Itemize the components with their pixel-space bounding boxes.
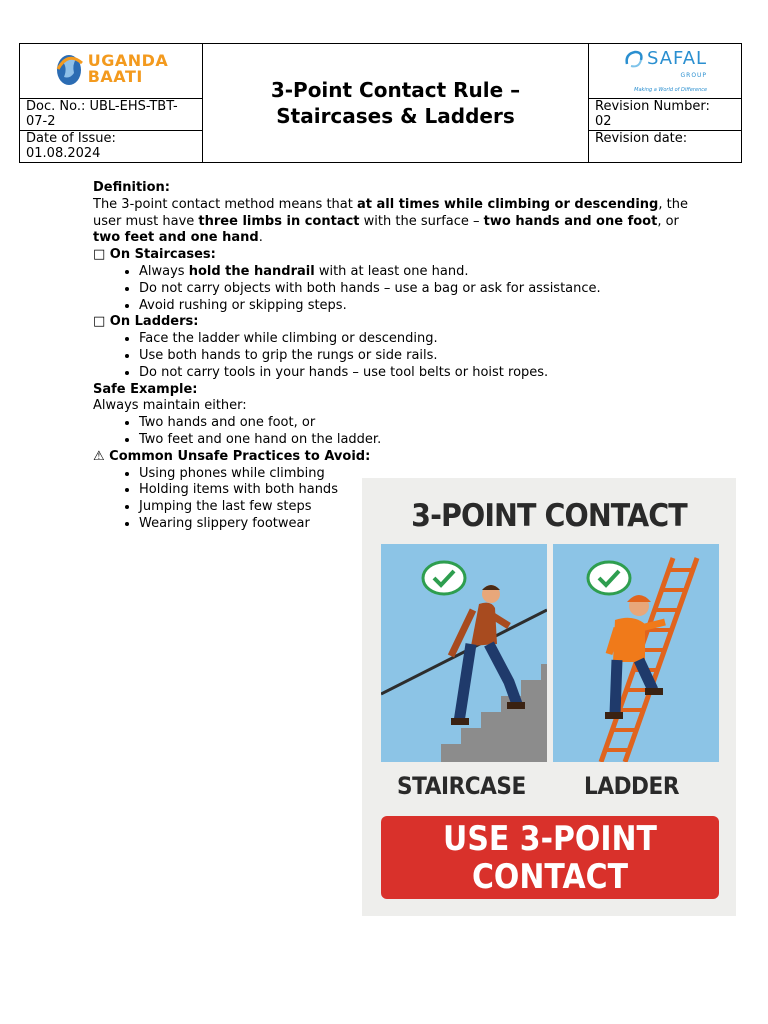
stair-item1-bold: hold the handrail — [188, 263, 315, 279]
def-text-2: , the user must have — [93, 196, 688, 229]
stair-item1-post: with at least one hand. — [314, 263, 469, 279]
staircases-heading: □ On Staircases: — [93, 247, 216, 263]
staircase-illustration — [381, 544, 547, 762]
title-line-1: 3-Point Contact Rule – — [270, 78, 521, 102]
uganda-baati-logo-cell — [20, 44, 203, 99]
document-title — [203, 44, 589, 163]
list-item: • Use both hands to grip the rungs or side rails. — [139, 348, 693, 365]
def-bold-1: at all times while climbing or descending — [356, 196, 659, 212]
safal-group-text: GROUP — [680, 72, 708, 79]
check-icon — [588, 562, 630, 594]
document-header — [19, 43, 742, 163]
list-item: • Do not carry objects with both hands – use a bag or ask for assistance. — [139, 281, 693, 298]
ladder-panel — [553, 544, 719, 762]
stair-item1-pre: Always — [139, 263, 189, 279]
date-of-issue: 01.08.2024 — [26, 146, 101, 161]
revision-number-label: Revision Number: — [595, 99, 710, 114]
title-line-2: Staircases & Ladders — [276, 104, 515, 128]
list-item: • Avoid rushing or skipping steps. — [139, 298, 693, 315]
revision-date-cell — [589, 131, 742, 163]
staircase-caption: STAIRCASE — [397, 772, 526, 800]
list-item: • Using phones while climbing — [139, 466, 379, 483]
list-item: • Jumping the last few steps — [139, 499, 379, 516]
uganda-text: UGANDA — [87, 51, 169, 70]
revision-number-cell — [589, 99, 742, 131]
safal-logo-cell — [589, 44, 742, 99]
list-item: • Two feet and one hand on the ladder. — [139, 432, 693, 449]
list-item — [139, 264, 693, 281]
safe-example-intro: Always maintain either: — [93, 398, 247, 414]
def-text-3: with the surface – — [359, 213, 484, 229]
unsafe-heading: ⚠ Common Unsafe Practices to Avoid: — [93, 448, 371, 464]
poster-title: 3-POINT CONTACT — [411, 498, 687, 534]
def-text-1: The 3-point contact method means that — [93, 196, 357, 212]
list-item: • Two hands and one foot, or — [139, 415, 693, 432]
list-item: • Face the ladder while climbing or descending. — [139, 331, 693, 348]
staircase-panel — [381, 544, 547, 762]
date-of-issue-cell — [20, 131, 203, 163]
list-item: • Holding items with both hands — [139, 482, 379, 499]
ladders-heading: □ On Ladders: — [93, 314, 199, 330]
safal-text: SAFAL — [646, 48, 708, 69]
def-bold-3: two hands and one foot — [483, 213, 658, 229]
ladder-illustration — [553, 544, 719, 762]
baati-text: BAATI — [87, 67, 143, 86]
safe-example-heading: Safe Example: — [93, 381, 198, 397]
ladder-caption: LADDER — [584, 772, 680, 800]
list-item: • Wearing slippery footwear — [139, 516, 379, 533]
def-bold-4: two feet and one hand — [93, 230, 259, 246]
def-text-4: , or — [657, 213, 679, 229]
def-text-5: . — [258, 230, 263, 246]
check-icon — [423, 562, 465, 594]
def-bold-2: three limbs in contact — [198, 213, 360, 229]
banner-line-1: USE 3-POINT — [443, 819, 657, 859]
swirl-icon — [623, 48, 645, 70]
list-item: • Do not carry tools in your hands – use tool belts or hoist ropes. — [139, 365, 693, 382]
three-point-contact-poster — [362, 478, 736, 916]
definition-heading: Definition: — [93, 180, 171, 195]
revision-date-label: Revision date: — [595, 131, 688, 146]
banner-line-2: CONTACT — [471, 857, 629, 897]
revision-number: 02 — [595, 114, 612, 129]
safal-group-logo — [623, 48, 707, 98]
date-of-issue-label: Date of Issue: — [26, 131, 116, 146]
globe-icon — [54, 49, 86, 89]
doc-number: Doc. No.: UBL-EHS-TBT-07-2 — [20, 99, 203, 131]
uganda-baati-logo — [54, 49, 169, 89]
staircases-list — [93, 264, 693, 314]
definition-text — [93, 197, 693, 247]
use-3-point-contact-banner — [381, 816, 719, 899]
safal-tagline: Making a World of Difference — [634, 87, 708, 93]
safe-example-list — [93, 415, 693, 449]
unsafe-list — [93, 466, 379, 533]
ladders-list — [93, 331, 693, 381]
